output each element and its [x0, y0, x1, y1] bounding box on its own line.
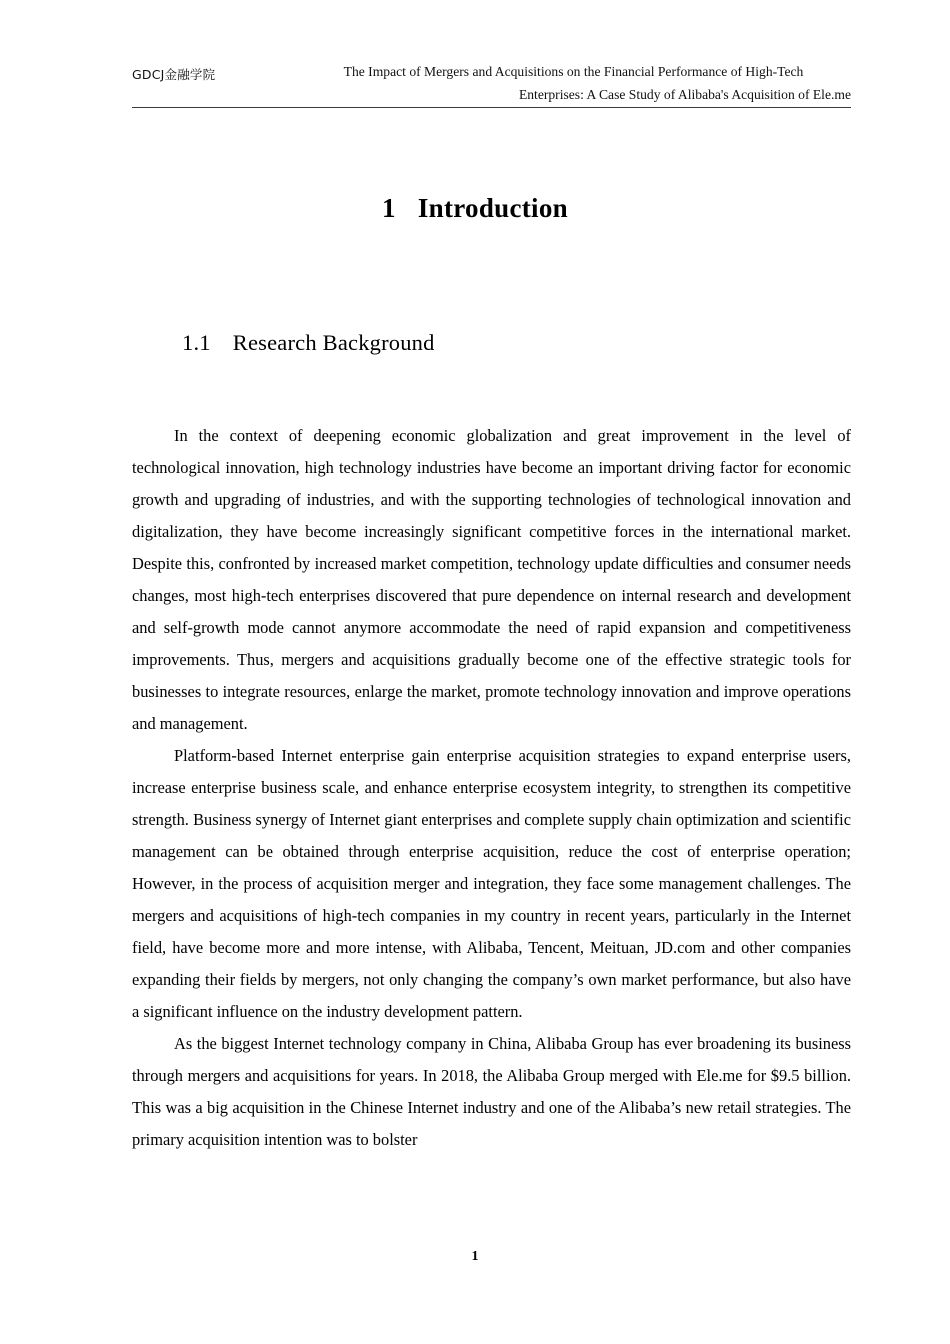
chapter-title-text: Introduction — [417, 193, 568, 223]
body-text-block — [132, 420, 851, 1156]
section-heading — [182, 330, 435, 356]
paragraph: Platform-based Internet enterprise gain enterprise acquisition strategies to expand enterprise users, increase enterprise business scale, and enhance enterprise ecosystem integrity, to strengthen its competitive strength. Business synergy of Internet giant enterprises and complete supply chain optimization and scientific management can be obtained through enterprise acquisition, reduce the cost of enterprise operation; However, in the process of acquisition merger and integration, they face some management challenges. The mergers and acquisitions of high-tech companies in my country in recent years, particularly in the Internet field, have become more and more intense, with Alibaba, Tencent, Meituan, JD.com and other companies expanding their fields by mergers, not only changing the company’s own market performance, but also have a significant influence on the industry development pattern. — [132, 746, 851, 1021]
header-divider-rule — [132, 107, 851, 108]
header-document-title — [302, 60, 851, 106]
running-header — [132, 60, 851, 106]
chapter-title — [0, 193, 950, 224]
paragraph: In the context of deepening economic globalization and great improvement in the level of technological innovation, high technology industries have become an important driving factor for economic growth and upgrading of industries, and with the supporting technologies of technological innovation and digitalization, they have become increasingly significant competitive forces in the international market. Despite this, confronted by increased market competition, technology update difficulties and consumer needs changes, most high-tech enterprises discovered that pure dependence on internal research and development and self-growth mode cannot anymore accommodate the need of rapid expansion and competitiveness improvements. Thus, mergers and acquisitions gradually become one of the effective strategic tools for businesses to integrate resources, enlarge the market, promote technology innovation and improve operations and management. — [132, 426, 851, 733]
chapter-number: 1 — [382, 193, 396, 223]
header-organization: GDCJ金融学院 — [132, 67, 216, 82]
page-number: 1 — [471, 1249, 479, 1264]
header-title-line-2: Enterprises: A Case Study of Alibaba's Acquisition of Ele.me — [518, 87, 851, 102]
header-title-line-1: The Impact of Mergers and Acquisitions on the Financial Performance of High-Tech — [343, 64, 804, 79]
paragraph: As the biggest Internet technology company in China, Alibaba Group has ever broadening its business through mergers and acquisitions for years. In 2018, the Alibaba Group merged with Ele.me for $9.5 billion. This was a big acquisition in the Chinese Internet industry and one of the Alibaba’s new retail strategies. The primary acquisition intention was to bolster — [132, 1034, 851, 1149]
section-heading-text: Research Background — [232, 330, 435, 355]
section-number: 1.1 — [182, 330, 211, 355]
